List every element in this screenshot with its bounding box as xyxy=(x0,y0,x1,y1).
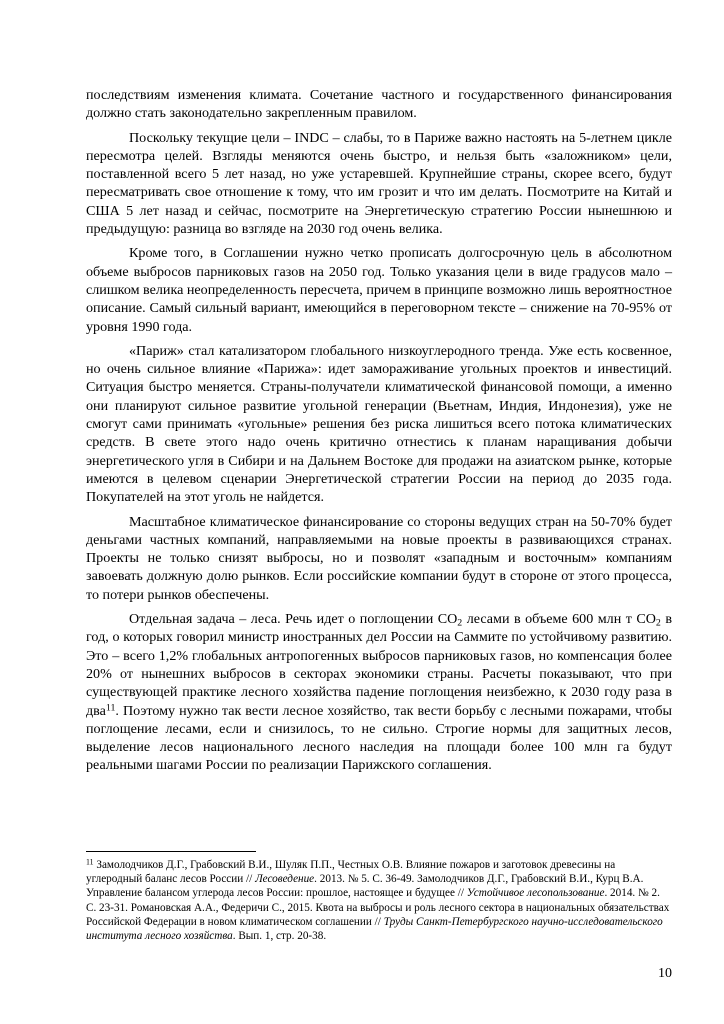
body-text xyxy=(86,86,672,781)
co2-subscript: 2 xyxy=(655,617,661,629)
paragraph-6-part-b: лесами в объеме 600 млн т CO xyxy=(462,611,656,628)
paragraph-2: Поскольку текущие цели – INDC – слабы, то в Париже важно настоять на 5-летнем цикле пересмотра целей. Взгляды меняются очень быстро, и нельзя быть «заложником» цели, поставленной всего 5 лет назад, но уже устаревшей. Крупнейшие страны, скорее всего, будут пересматривать свое отношение к тому, что им грозит и что им делать. Посмотрите на Китай и США 5 лет назад и сейчас, посмотрите на Энергетическую стратегию России нынешнюю и предыдущую: разница во взгляде на 2030 год очень велика. xyxy=(86,129,672,238)
paragraph-6-part-d: . Поэтому нужно так вести лесное хозяйство, так вести борьбу с лесными пожарами, чтобы поглощение лесами, если и снизилось, то не сильно. Строгие нормы для защитных лесов, выделение лесов национального лесного наследия на площади более 100 млн га будут реальными шагами России по реализации Парижского соглашения. xyxy=(86,702,672,774)
paragraph-6-part-a: Отдельная задача – леса. Речь идет о поглощении CO xyxy=(129,611,458,628)
paragraph-6-part-c: в год, о которых говорил министр иностранных дел России на Саммите по устойчивому развитию. Это – всего 1,2% глобальных антропогенных выбросов парниковых газов, но компенсация более 20% от нынешних выбросов в секторах экономики страны. Расчеты показывают, что при существующей практике лесного хозяйства падение поглощения неизбежно, к 2030 году раза в два xyxy=(86,611,672,719)
paragraph-6 xyxy=(86,610,672,775)
footnote-text-2: . 2013. № 5. С. 36-49. Замолодчиков Д.Г., Грабовский В.И., Курц В.А. Управление балансом углерода лесов России: прошлое, настоящее и будущее // xyxy=(86,873,644,900)
footnote-separator xyxy=(86,851,256,852)
footnote-number: 11 xyxy=(86,857,94,867)
footnote-journal-3: Труды Санкт-Петербургского научно-исследовательского института лесного хозяйства xyxy=(86,915,663,943)
footnote-text-4: . Вып. 1, стр. 20-38. xyxy=(232,930,327,943)
footnote-reference[interactable]: 11 xyxy=(105,702,116,714)
footnote-text-1: Замолодчиков Д.Г., Грабовский В.И., Шуляк П.П., Честных О.В. Влияние пожаров и заготовок древесины на углеродный баланс лесов России // xyxy=(86,859,616,886)
paragraph-4: «Париж» стал катализатором глобального низкоуглеродного тренда. Уже есть косвенное, но очень сильное влияние «Парижа»: идет замораживание угольных проектов и инвестиций. Ситуация быстро меняется. Страны-получатели климатической финансовой помощи, а именно они планируют сильное развитие угольной генерации (Вьетнам, Индия, Индонезия), уже не смогут сами принимать «угольные» решения без риска лишиться всего потока климатических средств. В свете этого надо очень критично отнестись к планам наращивания добычи энергетического угля в Сибири и на Дальнем Востоке для продажи на азиатском рынке, которые имеются в целевом сценарии Энергетической стратегии России на период до 2035 года. Покупателей на этот уголь не найдется. xyxy=(86,342,672,506)
footnote xyxy=(86,858,672,943)
co2-subscript: 2 xyxy=(457,617,463,629)
footnote-text-3: . 2014. № 2. С. 23-31. Романовская А.А., Федеричи С., 2015. Квота на выбросы и роль лесного сектора в национальных обязательствах Российской Федерации в новом климатическом соглашении // xyxy=(86,887,670,928)
footnote-journal-1: Лесоведение xyxy=(255,873,315,886)
page-number: 10 xyxy=(658,966,672,981)
footnote-journal-2: Устойчивое лесопользование xyxy=(466,887,605,900)
paragraph-1: последствиям изменения климата. Сочетание частного и государственного финансирования должно стать законодательно закрепленным правилом. xyxy=(86,87,672,122)
paragraph-3: Кроме того, в Соглашении нужно четко прописать долгосрочную цель в абсолютном объеме выбросов парниковых газов на 2050 год. Только указания цели в виде градусов мало – слишком велика неопределенность пересчета, причем в принципе возможно лишь вероятностное описание. Самый сильный вариант, имеющийся в переговорном тексте – снижение на 70-95% от уровня 1990 года. xyxy=(86,245,672,335)
paragraph-5: Масштабное климатическое финансирование со стороны ведущих стран на 50-70% будет деньгами частных компаний, направляемыми на новые проекты в развивающихся странах. Проекты не только снизят выбросы, но и позволят «западным и восточным» компаниям завоевать должную долю рынков. Если российские компании будут в стороне от этого процесса, то потери рынков обеспечены. xyxy=(86,513,672,603)
